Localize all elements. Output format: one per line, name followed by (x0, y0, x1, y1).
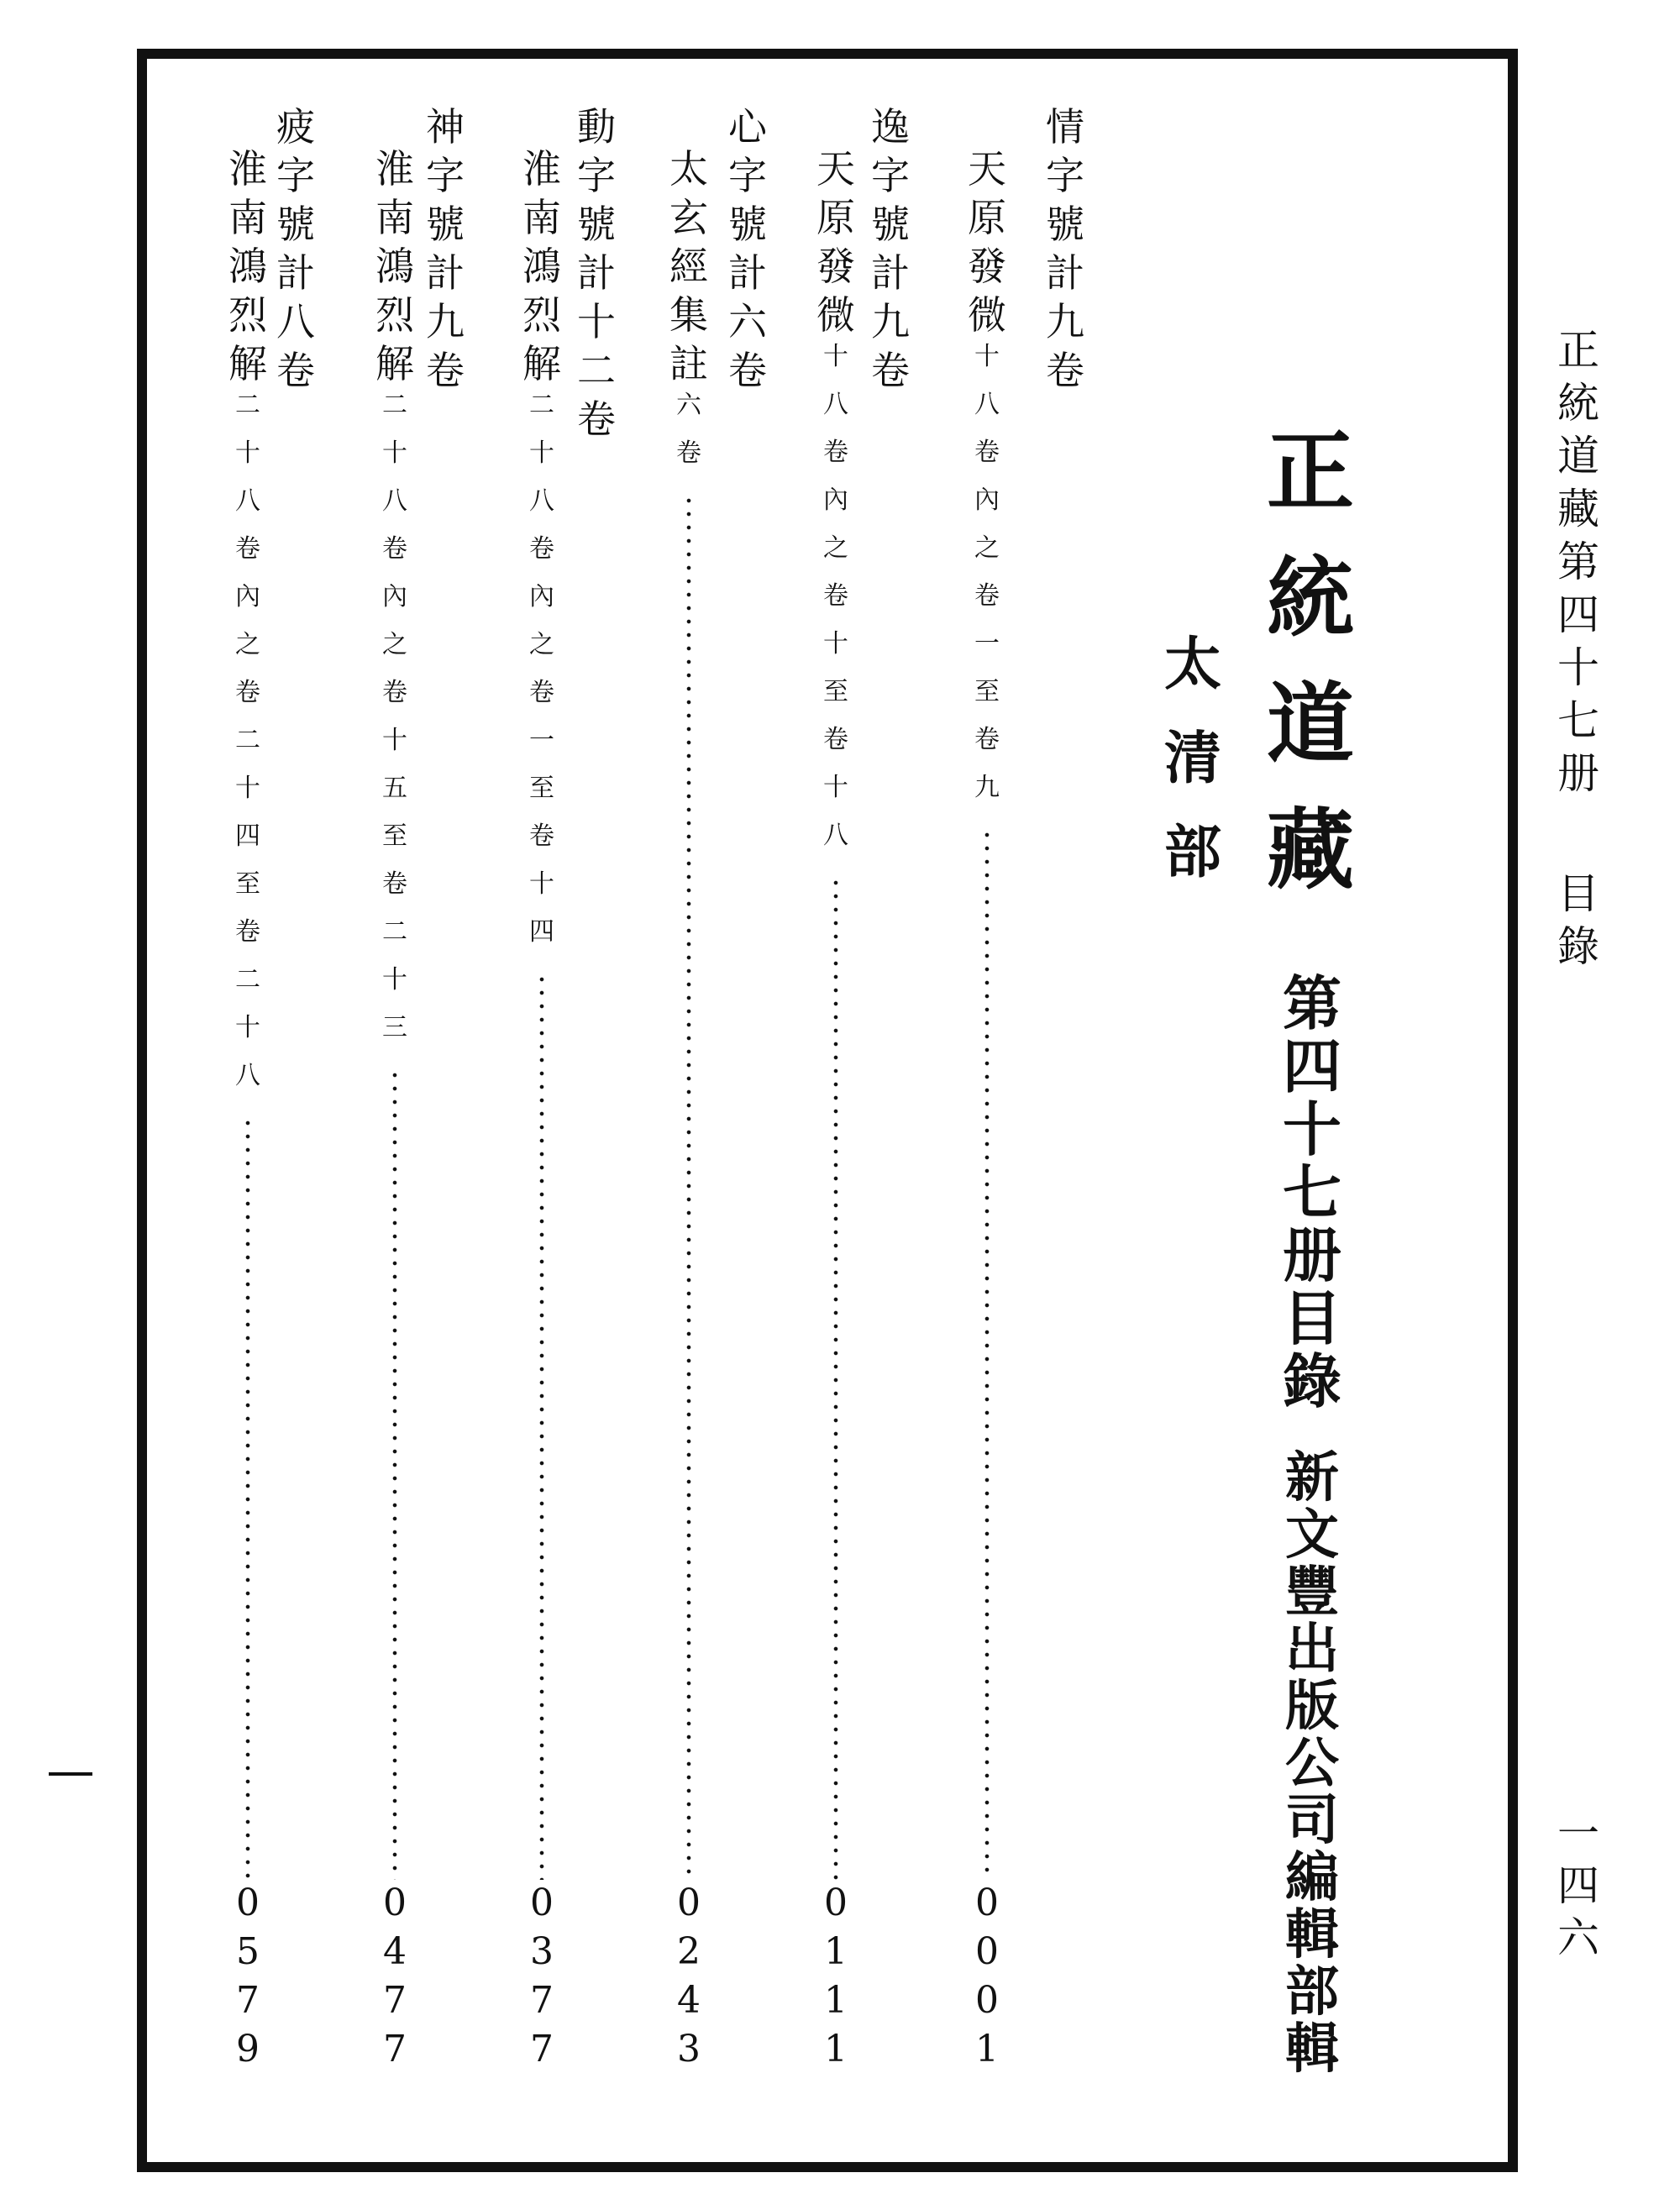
heading-char: 字 (728, 153, 767, 198)
entry-range-char: 卷 (235, 678, 260, 707)
heading-char: 九 (426, 299, 465, 344)
leader-dots (686, 494, 691, 1880)
toc-entry[interactable] (517, 146, 567, 1880)
publisher-char: 編 (1285, 1846, 1339, 1909)
heading-char: 計 (728, 250, 767, 296)
running-header (1546, 326, 1611, 979)
entry-range-char: 二 (382, 391, 407, 420)
entry-range-char: 二 (235, 965, 260, 995)
heading-char: 計 (871, 250, 910, 296)
entry-title-char: 解 (228, 341, 267, 386)
page-number (962, 1881, 1012, 2080)
heading-char: 九 (1046, 299, 1084, 344)
entry-range-char: 卷 (235, 534, 260, 564)
entry-range-char: 二 (235, 726, 260, 755)
heading-char: 情 (1046, 104, 1084, 150)
entry-range-char: 八 (823, 390, 848, 419)
entry-range-char: 內 (823, 485, 848, 515)
entry-range-char: 四 (235, 821, 260, 851)
entry-range-char: 之 (382, 630, 407, 659)
heading-char: 計 (1046, 250, 1084, 296)
group-heading (270, 104, 321, 400)
group-heading (1040, 104, 1090, 400)
volume-char: 七 (1283, 1158, 1341, 1227)
page-digit: 1 (824, 1979, 848, 2022)
entry-title-char: 集 (669, 292, 708, 338)
group-heading (571, 104, 622, 449)
entry-range-char: 卷 (382, 678, 407, 707)
publisher-char: 司 (1285, 1789, 1339, 1852)
entry-range-char: 卷 (529, 821, 554, 851)
heading-char: 心 (728, 104, 767, 150)
running-header-char: 册 (1557, 749, 1599, 798)
page-number (811, 1881, 861, 2080)
entry-title-char: 微 (968, 292, 1006, 338)
publisher-char: 新 (1285, 1446, 1339, 1509)
folio-char: 六 (1557, 1913, 1599, 1962)
page-digit: 3 (677, 2028, 701, 2070)
publisher-char: 公 (1285, 1732, 1339, 1795)
entry-title-char: 微 (816, 292, 855, 338)
running-header-char: 目 (1557, 869, 1599, 918)
entry-range-char: 十 (382, 438, 407, 468)
margin-mark (49, 1772, 92, 1776)
heading-char: 卷 (728, 348, 767, 393)
entry-range-char: 八 (974, 390, 1000, 419)
heading-char: 卷 (871, 348, 910, 393)
entry-title-char: 淮 (522, 146, 561, 192)
entry-range-char: 之 (823, 533, 848, 563)
entry-range-char: 卷 (974, 581, 1000, 611)
running-header-char: 十 (1557, 643, 1599, 692)
entry-title-char: 發 (816, 244, 855, 289)
entry-range-char: 十 (974, 342, 1000, 371)
entry-title-char: 註 (669, 341, 708, 386)
entry-range-char: 五 (382, 774, 407, 803)
entry-range-char: 卷 (823, 438, 848, 467)
entry-range-char: 卷 (823, 581, 848, 611)
page-number (223, 1881, 273, 2080)
page-digit: 3 (530, 1930, 554, 1973)
title-char: 統 (1266, 547, 1354, 649)
entry-range-char: 至 (382, 821, 407, 851)
heading-char: 號 (1046, 202, 1084, 247)
heading-char: 號 (577, 202, 616, 247)
page-digit: 7 (383, 1979, 407, 2022)
publisher-char: 部 (1285, 1960, 1339, 2023)
running-header-char: 四 (1557, 590, 1599, 639)
entry-range-char: 八 (529, 486, 554, 516)
page-digit: 0 (530, 1881, 554, 1924)
heading-char: 九 (871, 299, 910, 344)
entry-range-char: 十 (529, 438, 554, 468)
entry-range-char: 卷 (529, 534, 554, 564)
entry-title-char: 解 (522, 341, 561, 386)
publisher-char: 豐 (1285, 1561, 1339, 1624)
page-digit: 7 (530, 2028, 554, 2070)
page-digit: 1 (975, 2028, 999, 2070)
entry-range-char: 卷 (676, 438, 701, 468)
page-digit: 7 (236, 1979, 260, 2022)
heading-char: 字 (577, 153, 616, 198)
entry-title-char: 發 (968, 244, 1006, 289)
entry-range-char: 卷 (235, 917, 260, 947)
entry-title-char: 南 (375, 195, 414, 240)
running-header-char: 七 (1557, 696, 1599, 745)
entry-title-char: 南 (228, 195, 267, 240)
heading-char: 計 (426, 250, 465, 296)
heading-char: 二 (577, 348, 616, 393)
entry-title-char: 鴻 (522, 244, 561, 289)
page-digit: 4 (677, 1979, 701, 2022)
heading-char: 十 (577, 299, 616, 344)
heading-char: 逸 (871, 104, 910, 150)
page-digit: 0 (236, 1881, 260, 1924)
heading-char: 疲 (276, 104, 315, 150)
entry-range-char: 至 (235, 869, 260, 899)
entry-title-char: 淮 (375, 146, 414, 192)
entry-range-char: 十 (235, 1013, 260, 1042)
entry-range-char: 內 (529, 582, 554, 611)
volume-char: 册 (1283, 1221, 1341, 1290)
heading-char: 字 (1046, 153, 1084, 198)
title-char: 藏 (1266, 799, 1354, 901)
toc-entry[interactable] (962, 146, 1012, 1880)
entry-range-char: 八 (382, 486, 407, 516)
entry-range-char: 卷 (382, 869, 407, 899)
volume-char: 十 (1283, 1095, 1341, 1164)
heading-char: 計 (276, 250, 315, 296)
entry-range-char: 內 (235, 582, 260, 611)
entry-range-char: 二 (235, 391, 260, 420)
section-char: 部 (1163, 820, 1221, 886)
entry-range-char: 十 (382, 726, 407, 755)
toc-entry[interactable] (811, 146, 861, 1880)
group-heading (865, 104, 916, 400)
leader-dots (833, 876, 838, 1880)
page-digit: 1 (824, 1930, 848, 1973)
entry-title-char: 淮 (228, 146, 267, 192)
entry-title-char: 天 (968, 146, 1006, 192)
entry-range-char: 卷 (823, 725, 848, 754)
heading-char: 字 (871, 153, 910, 198)
page-digit: 7 (383, 2028, 407, 2070)
entry-title-char: 玄 (669, 195, 708, 240)
title-char: 道 (1266, 673, 1354, 775)
entry-range-char: 十 (823, 342, 848, 371)
page-digit: 5 (236, 1930, 260, 1973)
running-header-char: 道 (1557, 432, 1599, 480)
volume-char: 目 (1283, 1284, 1341, 1353)
entry-range-char: 九 (974, 773, 1000, 802)
entry-range-char: 內 (974, 485, 1000, 515)
entry-range-char: 八 (235, 486, 260, 516)
volume-title (1277, 969, 1347, 1416)
heading-char: 卷 (276, 348, 315, 393)
entry-range-char: 之 (974, 533, 1000, 563)
heading-char: 動 (577, 104, 616, 150)
group-heading (420, 104, 470, 400)
page-digit: 0 (975, 1930, 999, 1973)
entry-range-char: 八 (235, 1061, 260, 1090)
entry-range-char: 卷 (974, 725, 1000, 754)
entry-range-char: 十 (235, 774, 260, 803)
page-digit: 7 (530, 1979, 554, 2022)
running-header-char: 正 (1557, 326, 1599, 375)
page-number (517, 1881, 567, 2080)
publisher-char: 文 (1285, 1504, 1339, 1567)
volume-char: 錄 (1283, 1347, 1341, 1416)
heading-char: 卷 (1046, 348, 1084, 393)
heading-char: 號 (728, 202, 767, 247)
page-digit: 9 (236, 2028, 260, 2070)
entry-range-char: 十 (382, 965, 407, 995)
page-digit: 0 (677, 1881, 701, 1924)
leader-dots (984, 828, 990, 1880)
page-digit: 0 (975, 1979, 999, 2022)
entry-title-char: 原 (816, 195, 855, 240)
section-char: 清 (1163, 726, 1221, 792)
page-digit: 4 (383, 1930, 407, 1973)
entry-title-char: 天 (816, 146, 855, 192)
entry-range-char: 十 (823, 773, 848, 802)
entry-range-char: 一 (974, 629, 1000, 659)
page-digit: 0 (975, 1881, 999, 1924)
volume-char: 四 (1283, 1032, 1341, 1101)
heading-char: 字 (276, 153, 315, 198)
page-digit: 1 (824, 2028, 848, 2070)
entry-range-char: 卷 (974, 438, 1000, 467)
running-header-char: 藏 (1557, 485, 1599, 533)
heading-char: 號 (276, 202, 315, 247)
entry-range-char: 卷 (382, 534, 407, 564)
entry-range-char: 之 (529, 630, 554, 659)
publisher-char: 出 (1285, 1618, 1339, 1681)
heading-char: 八 (276, 299, 315, 344)
volume-char: 第 (1283, 969, 1341, 1038)
entry-title-char: 烈 (375, 292, 414, 338)
entry-range-char: 三 (382, 1013, 407, 1042)
entry-title-char: 鴻 (228, 244, 267, 289)
publisher-char: 版 (1285, 1675, 1339, 1738)
heading-char: 卷 (577, 396, 616, 442)
entry-range-char: 八 (823, 821, 848, 850)
running-header-char: 錄 (1557, 922, 1599, 971)
entry-title-char: 太 (669, 146, 708, 192)
entry-range-char: 四 (529, 917, 554, 947)
folio-number (1546, 1809, 1611, 1969)
publisher-credit (1278, 1446, 1346, 2081)
folio-char: 四 (1557, 1861, 1599, 1910)
toc-entry[interactable] (223, 146, 273, 1880)
page-number (664, 1881, 714, 2080)
heading-char: 計 (577, 250, 616, 296)
page-digit: 0 (824, 1881, 848, 1924)
entry-title-char: 解 (375, 341, 414, 386)
entry-range-char: 內 (382, 582, 407, 611)
section-heading (1155, 632, 1231, 919)
entry-range-char: 二 (529, 391, 554, 420)
entry-title-char: 經 (669, 244, 708, 289)
entry-range-char: 一 (529, 726, 554, 755)
entry-range-char: 至 (529, 774, 554, 803)
leader-dots (392, 1068, 397, 1880)
running-header-char: 第 (1557, 538, 1599, 586)
heading-char: 六 (728, 299, 767, 344)
page-digit: 2 (677, 1930, 701, 1973)
entry-range-char: 十 (823, 629, 848, 659)
page-number (370, 1881, 420, 2080)
heading-char: 號 (426, 202, 465, 247)
toc-entry[interactable] (664, 146, 714, 1880)
entry-range-char: 至 (823, 677, 848, 706)
entry-title-char: 烈 (522, 292, 561, 338)
entry-title-char: 原 (968, 195, 1006, 240)
section-char: 太 (1163, 632, 1221, 698)
book-title (1264, 421, 1357, 932)
entry-title-char: 烈 (228, 292, 267, 338)
publisher-char: 輯 (1285, 1903, 1339, 1966)
publisher-char: 輯 (1285, 2018, 1339, 2081)
entry-range-char: 十 (529, 869, 554, 899)
title-char: 正 (1266, 421, 1354, 523)
entry-range-char: 之 (235, 630, 260, 659)
heading-char: 卷 (426, 348, 465, 393)
folio-char: 一 (1557, 1809, 1599, 1858)
heading-char: 神 (426, 104, 465, 150)
page-digit: 0 (383, 1881, 407, 1924)
entry-range-char: 卷 (529, 678, 554, 707)
entry-title-char: 南 (522, 195, 561, 240)
toc-entry[interactable] (370, 146, 420, 1880)
leader-dots (539, 973, 544, 1880)
running-header-char: 統 (1557, 379, 1599, 428)
heading-char: 字 (426, 153, 465, 198)
entry-range-char: 十 (235, 438, 260, 468)
heading-char: 號 (871, 202, 910, 247)
entry-range-char: 二 (382, 917, 407, 947)
entry-range-char: 六 (676, 391, 701, 420)
entry-title-char: 鴻 (375, 244, 414, 289)
entry-range-char: 至 (974, 677, 1000, 706)
group-heading (722, 104, 773, 400)
leader-dots (245, 1116, 250, 1880)
